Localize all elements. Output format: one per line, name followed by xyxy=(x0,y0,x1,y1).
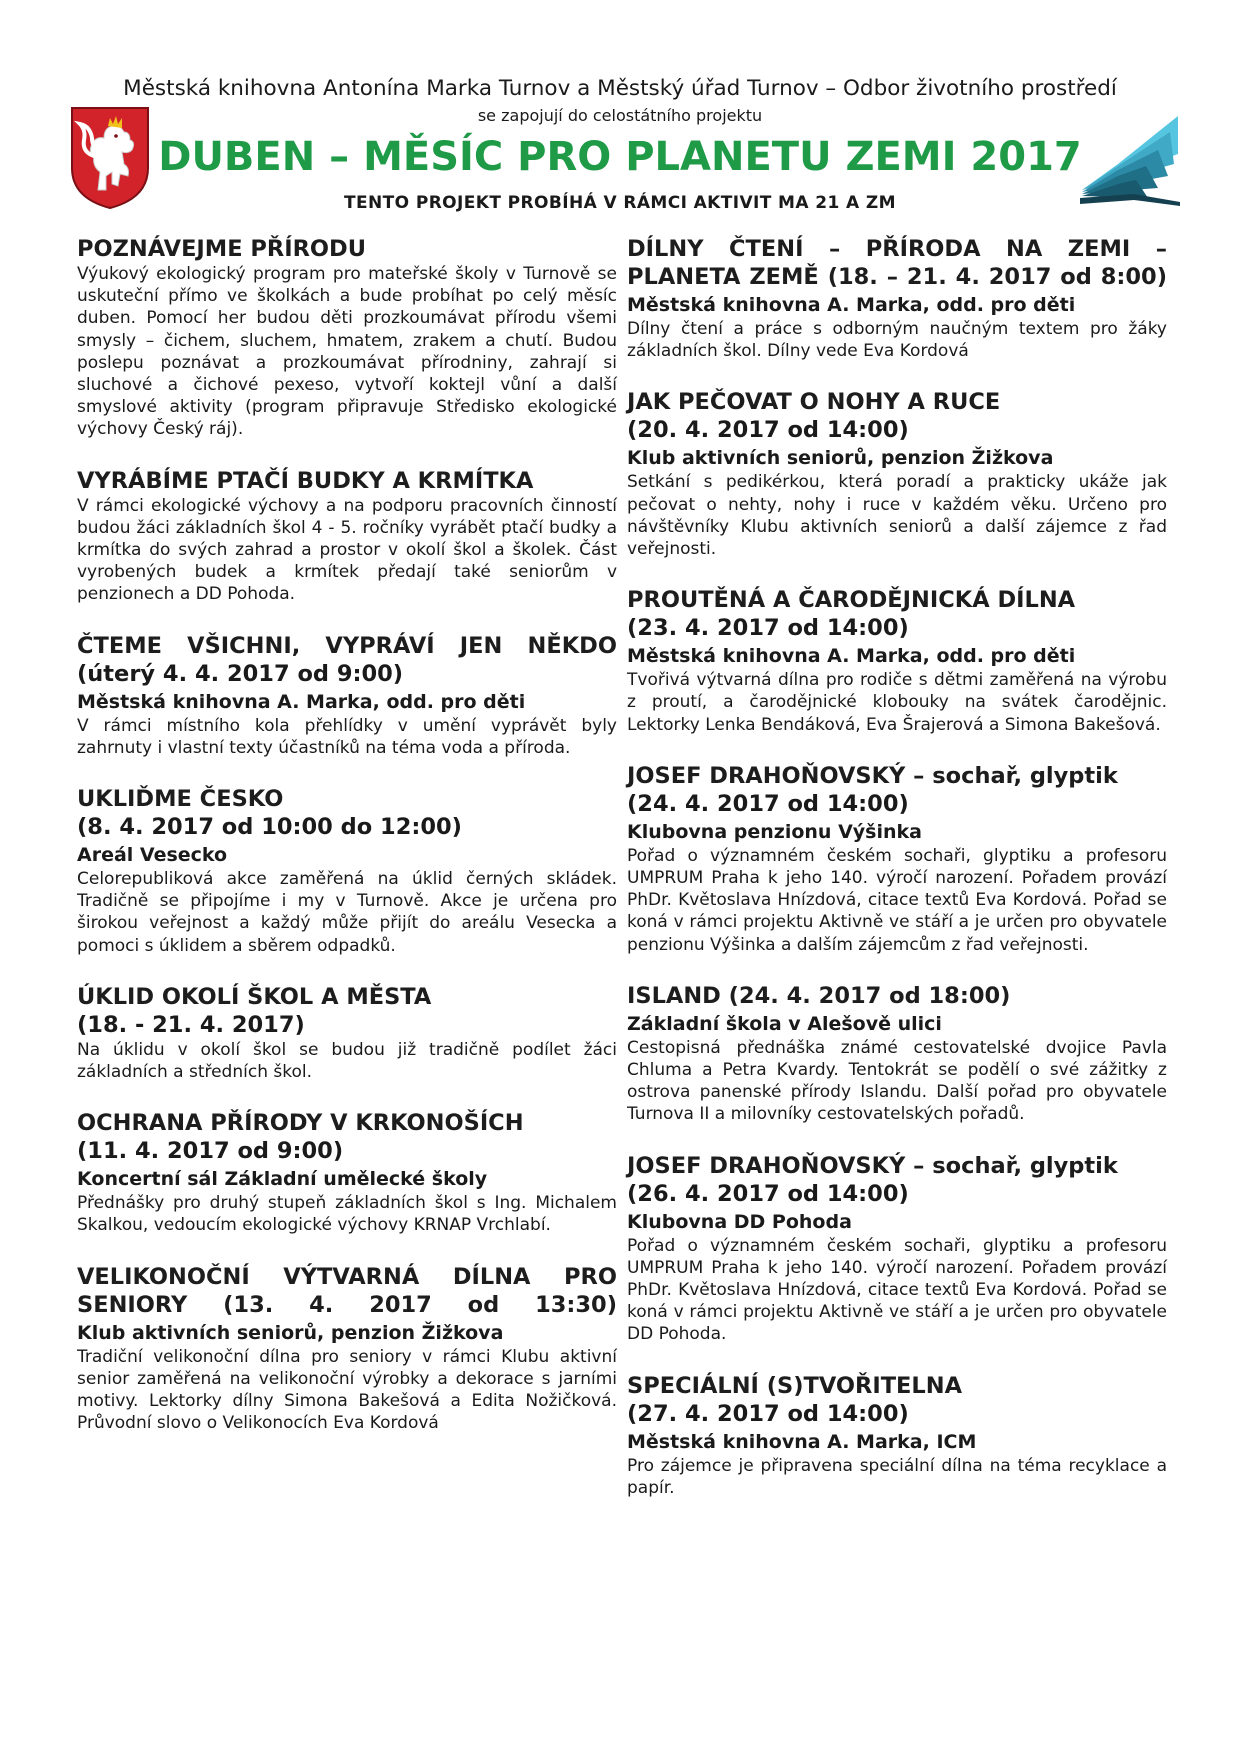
event-block xyxy=(77,1109,617,1236)
event-description: V rámci místního kola přehlídky v umění vyprávět byly zahrnuty i vlastní texty účastníků na téma voda a příroda. xyxy=(77,715,617,758)
event-title: UKLIĎME ČESKO xyxy=(77,786,284,813)
participation-line: se zapojují do celostátního projektu xyxy=(477,106,763,125)
event-description: Přednášky pro druhý stupeň základních škol s Ing. Michalem Skalkou, vedoucím ekologické výchovy KRNAP Vrchlabí. xyxy=(77,1193,617,1236)
event-title: OCHRANA PŘÍRODY V KRKONOŠÍCH xyxy=(77,1110,524,1137)
page-subtitle: TENTO PROJEKT PROBÍHÁ V RÁMCI AKTIVIT MA 21 A ZM xyxy=(344,193,896,213)
event-description: Na úklidu v okolí škol se budou již tradičně podílet žáci základních a středních škol. xyxy=(77,1039,617,1083)
event-date: (26. 4. 2017 od 14:00) xyxy=(627,1180,909,1207)
event-description: Dílny čtení a práce s odborným naučným textem pro žáky základních škol. Dílny vede Eva Kordová xyxy=(627,319,1167,362)
event-title: ČTEME VŠICHNI, VYPRÁVÍ JEN NĚKDO xyxy=(77,632,617,659)
event-venue: Městská knihovna A. Marka, ICM xyxy=(627,1430,977,1453)
event-block xyxy=(77,235,617,441)
event-venue: Klub aktivních seniorů, penzion Žižkova xyxy=(627,447,1054,470)
event-venue: Areál Vesecko xyxy=(77,844,228,867)
event-title: VYRÁBÍME PTAČÍ BUDKY A KRMÍTKA xyxy=(77,467,534,494)
event-title: PROUTĚNÁ A ČARODĚJNICKÁ DÍLNA xyxy=(627,587,1076,614)
event-date: (8. 4. 2017 od 10:00 do 12:00) xyxy=(77,814,462,841)
event-title: DÍLNY ČTENÍ – PŘÍRODA NA ZEMI – PLANETA ZEMĚ (18. – 21. 4. 2017 od 8:00) xyxy=(627,236,1167,290)
event-title: VELIKONOČNÍ VÝTVARNÁ DÍLNA PRO SENIORY (13. 4. 2017 od 13:30) xyxy=(77,1263,617,1318)
event-block xyxy=(627,388,1167,560)
event-block xyxy=(77,983,617,1083)
event-description: Pro zájemce je připravena speciální dílna na téma recyklace a papír. xyxy=(627,1455,1167,1498)
event-venue: Klubovna penzionu Výšinka xyxy=(627,820,922,843)
event-block xyxy=(77,632,617,759)
event-date: (23. 4. 2017 od 14:00) xyxy=(627,615,909,642)
right-column xyxy=(627,235,1167,1525)
czech-lion-crest-icon xyxy=(70,106,150,210)
event-title: POZNÁVEJME PŘÍRODU xyxy=(77,236,366,262)
header xyxy=(0,0,1240,228)
books-logo-icon xyxy=(1078,110,1183,210)
event-venue: Koncertní sál Základní umělecké školy xyxy=(77,1168,488,1191)
event-title: ISLAND (24. 4. 2017 od 18:00) xyxy=(627,982,1011,1009)
event-venue: Klubovna DD Pohoda xyxy=(627,1210,852,1233)
event-title: JAK PEČOVAT O NOHY A RUCE xyxy=(627,389,1001,416)
event-title: SPECIÁLNÍ (S)TVOŘITELNA xyxy=(627,1372,962,1399)
page-title: DUBEN – MĚSÍC PRO PLANETU ZEMI 2017 xyxy=(158,134,1082,180)
event-date: (11. 4. 2017 od 9:00) xyxy=(77,1138,344,1165)
event-block xyxy=(77,1263,617,1435)
event-date: (úterý 4. 4. 2017 od 9:00) xyxy=(77,660,404,687)
event-description: Pořad o významném českém sochaři, glyptiku a profesoru UMPRUM Praha k jeho 140. výročí narození. Pořadem provází PhDr. Květoslava Hnízdová, citace textů Eva Kordová. Pořad se koná v rámci projektu Aktivně ve stáří a je určen pro obyvatele DD Pohoda. xyxy=(627,1235,1167,1345)
event-description: Výukový ekologický program pro mateřské školy v Turnově se uskuteční přímo ve školkách a bude probíhat po celý měsíc duben. Pomocí her budou děti prozkoumávat přírodu všemi smysly – čichem, sluchem, hmatem, zrakem a chutí. Budou poslepu poznávat a prozkoumávat přírodniny, zahrají si sluchové a čichové pexeso, vytvoří koktejl vůní a další smyslové aktivity (program připravuje Středisko ekologické výchovy Český ráj). xyxy=(77,264,617,440)
event-block xyxy=(627,1372,1167,1499)
event-description: Tvořivá výtvarná dílna pro rodiče s dětmi zaměřená na výrobu z proutí, a čarodějnické klobouky na svátek čarodějnic. Lektorky Lenka Bendáková, Eva Šrajerová a Simona Bakešová. xyxy=(627,670,1167,735)
event-description: Setkání s pedikérkou, která poradí a prakticky ukáže jak pečovat o nehty, nohy i ruce v každém věku. Určeno pro návštěvníky Klubu aktivních seniorů a další zájemce z řad veřejnosti. xyxy=(627,472,1167,560)
event-title: ÚKLID OKOLÍ ŠKOL A MĚSTA xyxy=(77,983,432,1010)
event-block xyxy=(627,762,1167,956)
event-description: Pořad o významném českém sochaři, glyptiku a profesoru UMPRUM Praha k jeho 140. výročí narození. Pořadem provází PhDr. Květoslava Hnízdová, citace textů Eva Kordová. Pořad se koná v rámci projektu Aktivně ve stáří a je určen pro obyvatele penzionu Výšinka a dalším zájemcům z řad veřejnosti. xyxy=(627,845,1167,955)
event-venue: Městská knihovna A. Marka, odd. pro děti xyxy=(627,645,1076,668)
event-title: JOSEF DRAHOŇOVSKÝ – sochař, glyptik xyxy=(627,762,1118,789)
event-description: V rámci ekologické výchovy a na podporu pracovních činností budou žáci základních škol 4 - 5. ročníky vyrábět ptačí budky a krmítka do svých zahrad a prostor v okolí škol a školek. Část vyrobených budek a krmítek předají také seniorům v penzionech a DD Pohoda. xyxy=(77,495,617,605)
event-description: Tradiční velikonoční dílna pro seniory v rámci Klubu aktivní senior zaměřená na velikonoční výrobky a dekorace s jarními motivy. Lektorky dílny Simona Bakešová a Edita Nožičková. Průvodní slovo o Velikonocích Eva Kordová xyxy=(77,1346,617,1434)
event-block xyxy=(77,467,617,606)
left-column xyxy=(77,235,617,1460)
event-description: Celorepubliková akce zaměřená na úklid černých skládek. Tradičně se připojíme i my v Turnově. Akce je určena pro širokou veřejnost a každý může přijít do areálu Vesecka a pomoci s úklidem a sběrem odpadků. xyxy=(77,869,617,956)
event-venue: Základní škola v Alešově ulici xyxy=(627,1012,942,1035)
event-block xyxy=(627,235,1167,362)
event-date: (18. - 21. 4. 2017) xyxy=(77,1011,305,1038)
event-block xyxy=(627,586,1167,736)
organizers-line: Městská knihovna Antonína Marka Turnov a Městský úřad Turnov – Odbor životního prostředí xyxy=(123,76,1117,101)
event-block xyxy=(627,982,1167,1126)
event-date: (20. 4. 2017 od 14:00) xyxy=(627,417,909,444)
event-date: (27. 4. 2017 od 14:00) xyxy=(627,1400,909,1427)
event-venue: Městská knihovna A. Marka, odd. pro děti xyxy=(627,294,1076,316)
event-block xyxy=(77,785,617,957)
event-venue: Městská knihovna A. Marka, odd. pro děti xyxy=(77,690,526,713)
event-title: JOSEF DRAHOŇOVSKÝ – sochař, glyptik xyxy=(627,1152,1118,1179)
event-date: (24. 4. 2017 od 14:00) xyxy=(627,790,909,817)
event-venue: Klub aktivních seniorů, penzion Žižkova xyxy=(77,1321,504,1344)
event-description: Cestopisná přednáška známé cestovatelské dvojice Pavla Chluma a Petra Kvardy. Tentokrát se podělí o své zážitky z ostrova panenské přírody Islandu. Další pořad pro obyvatele Turnova II a milovníky cestovatelských pořadů. xyxy=(627,1037,1167,1125)
event-block xyxy=(627,1152,1167,1346)
